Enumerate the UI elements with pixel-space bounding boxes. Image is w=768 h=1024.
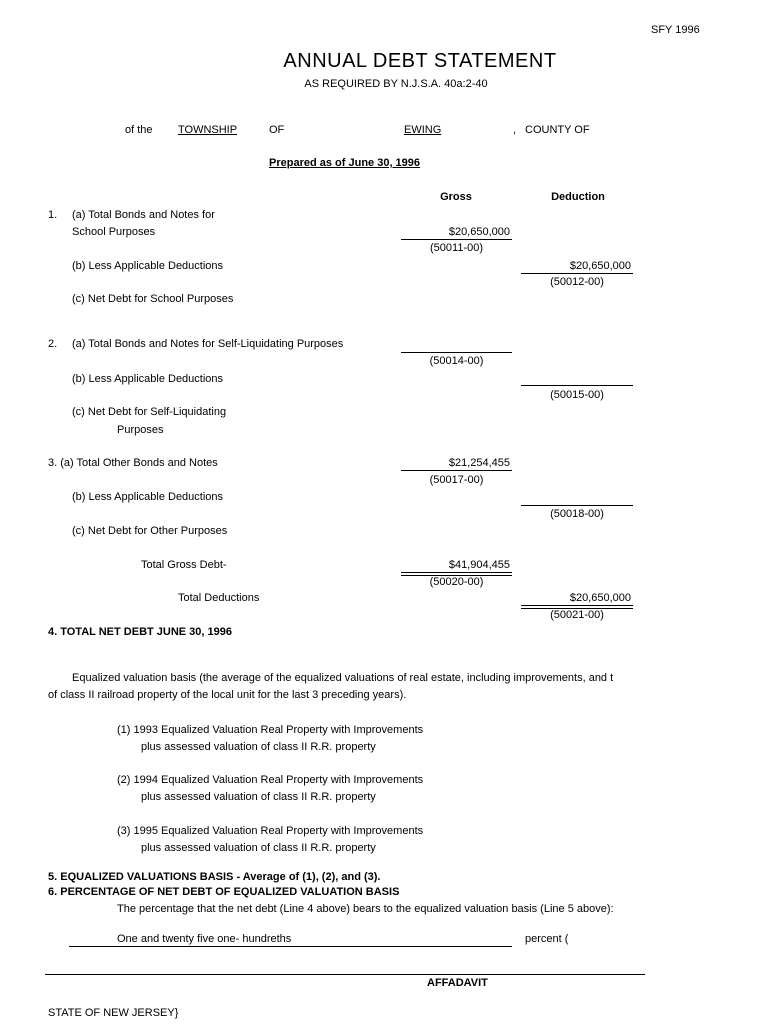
page-title: ANNUAL DEBT STATEMENT [283,50,557,72]
valuation-1995-sublabel: plus assessed valuation of class II R.R. property [141,842,376,854]
section3a-label: 3. (a) Total Other Bonds and Notes [48,457,218,469]
section2c-label: (c) Net Debt for Self-Liquidating [72,406,227,418]
total-net-debt-heading: 4. TOTAL NET DEBT JUNE 30, 1996 [48,626,233,638]
section3b-code: (50018-00) [550,508,604,520]
section3a-code: (50017-00) [429,474,484,486]
equalized-valuation-paragraph-cont: of class II railroad property of the local unit for the last 3 preceding years). [48,689,407,701]
section1a-gross-value: $20,650,000 [448,226,510,238]
percent-label: percent ( [525,933,569,945]
section1b-code: (50012-00) [550,276,604,288]
section3b-label: (b) Less Applicable Deductions [72,491,224,503]
percentage-description: The percentage that the net debt (Line 4 above) bears to the equalized valuation basis (Line 5 above): [117,903,614,915]
section2a-code: (50014-00) [429,355,484,367]
section1a-label-cont: School Purposes [72,226,156,238]
section3a-gross-rule [401,470,512,471]
gross-column-header: Gross [440,191,472,203]
prepared-date: Prepared as of June 30, 1996 [269,157,421,169]
section1-number: 1. [48,209,58,221]
total-deductions-code: (50021-00) [550,609,604,621]
section2-number: 2. [48,338,58,350]
affidavit-divider [45,974,645,975]
of-label: OF [269,124,285,136]
affidavit-heading: AFFADAVIT [427,977,488,989]
valuation-1994-sublabel: plus assessed valuation of class II R.R. property [141,791,376,803]
total-gross-debt-value: $41,904,455 [448,559,510,571]
section1a-gross-rule [401,239,512,240]
county-of-label: COUNTY OF [525,124,590,136]
total-gross-debt-label: Total Gross Debt- [141,559,227,571]
statute-subtitle: AS REQUIRED BY N.J.S.A. 40a:2-40 [304,78,488,90]
total-gross-debt-code: (50020-00) [429,576,484,588]
percentage-heading: 6. PERCENTAGE OF NET DEBT OF EQUALIZED VALUATION BASIS [48,886,400,898]
section2b-code: (50015-00) [550,389,604,401]
section2a-label: (a) Total Bonds and Notes for Self-Liquidating Purposes [72,338,344,350]
total-deductions-value: $20,650,000 [569,592,631,604]
percentage-words-rule [69,946,512,947]
section1a-code: (50011-00) [430,242,483,254]
fiscal-year-label: SFY 1996 [651,24,700,36]
section2b-deduction-rule [521,385,633,386]
municipality-name: EWING [404,124,442,136]
percentage-in-words: One and twenty five one- hundreths [117,933,292,945]
section3a-gross-value: $21,254,455 [448,457,510,469]
total-deductions-label: Total Deductions [178,592,260,604]
valuation-1995-label: (3) 1995 Equalized Valuation Real Property with Improvements [117,825,424,837]
deduction-column-header: Deduction [551,191,605,203]
section1b-deduction-rule [521,273,633,274]
section1b-label: (b) Less Applicable Deductions [72,260,224,272]
comma-separator: , [513,124,517,136]
section1a-label: (a) Total Bonds and Notes for [72,209,215,221]
equalized-valuation-paragraph: Equalized valuation basis (the average of the equalized valuations of real estate, including improvements, and t [72,672,614,684]
valuation-1994-label: (2) 1994 Equalized Valuation Real Property with Improvements [117,774,424,786]
equalized-basis-heading: 5. EQUALIZED VALUATIONS BASIS - Average of (1), (2), and (3). [48,871,381,883]
section2c-label-cont: Purposes [117,424,164,436]
section3b-deduction-rule [521,505,633,506]
section1c-label: (c) Net Debt for School Purposes [72,293,234,305]
state-label: STATE OF NEW JERSEY} [48,1007,179,1019]
section3c-label: (c) Net Debt for Other Purposes [72,525,228,537]
of-the-label: of the [125,124,153,136]
valuation-1993-label: (1) 1993 Equalized Valuation Real Property with Improvements [117,724,424,736]
valuation-1993-sublabel: plus assessed valuation of class II R.R. property [141,741,376,753]
section1b-deduction-value: $20,650,000 [569,260,631,272]
municipality-type: TOWNSHIP [178,124,238,136]
section2b-label: (b) Less Applicable Deductions [72,373,224,385]
section2a-gross-rule [401,352,512,353]
